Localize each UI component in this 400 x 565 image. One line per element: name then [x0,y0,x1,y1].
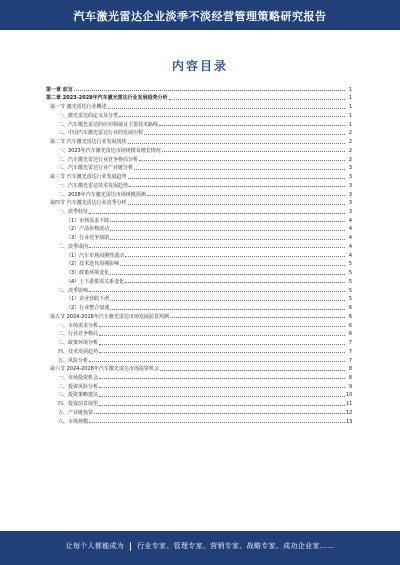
toc-leader-dots [160,370,345,371]
toc-section-row[interactable] [46,171,352,180]
toc-page-number: 2 [348,139,352,146]
footer-role: 行业专家 [137,542,167,550]
toc-page-number: 4 [348,217,352,224]
toc-item-row[interactable] [46,128,352,137]
toc-leader-dots [129,186,345,187]
toc-item-row[interactable] [46,163,352,172]
toc-leader-dots [110,309,345,310]
toc-entry-label: 一、汽车激光雷达技术发展趋势 [58,182,129,189]
toc-item-row[interactable] [46,119,352,128]
toc-page-number: 8 [348,374,352,381]
toc-page-number: 3 [348,182,352,189]
toc-section-row[interactable] [46,311,352,320]
toc-page-number: 3 [348,191,352,198]
toc-entry-label: （3）政策环境变化 [66,270,110,277]
toc-page-number: 6 [348,305,352,312]
toc-page-number: 3 [348,174,352,181]
toc-leader-dots [74,90,345,91]
report-title: 汽车激光雷达企业淡季不淡经营管理策略研究报告 [73,10,327,23]
toc-entry-label: （1）汽车市场周期性波动 [66,252,125,259]
toc-page-number: 5 [348,270,352,277]
toc-section-row[interactable] [46,136,352,145]
toc-entry-label: 第六节 2024-2028年汽车激光雷达市场投资机会 [50,366,159,373]
toc-leader-dots [110,300,345,301]
page-header [0,0,400,30]
toc-page-number: 7 [348,348,352,355]
toc-page-number: 2 [348,147,352,154]
toc-page-number: 1 [348,112,352,119]
toc-entry-label: 一、市场投资机会 [58,374,99,381]
toc-leader-dots [108,108,345,109]
toc-item-row[interactable] [46,250,352,259]
toc-page-number: 1 [348,104,352,111]
toc-entry-label: 四、投资前景展望 [58,401,99,408]
toc-item-row[interactable] [46,390,352,399]
toc-chapter-row[interactable] [46,93,352,102]
toc-leader-dots [99,335,345,336]
toc-page-number: 5 [348,287,352,294]
toc-heading: 内容目录 [171,59,228,73]
toc-leader-dots [144,134,345,135]
toc-item-row[interactable] [46,189,352,198]
toc-item-row[interactable] [46,276,352,285]
toc-leader-dots [128,143,345,144]
toc-entry-label: 一、市场需求分析 [58,322,99,329]
toc-item-row[interactable] [46,302,352,311]
toc-leader-dots [125,256,345,257]
toc-section-row[interactable] [46,364,352,373]
toc-entry-label: 三、汽车激光雷达行业产业链分析 [58,165,134,172]
toc-entry-label: 二、投资风险分析 [58,383,99,390]
toc-page-number: 5 [348,278,352,285]
toc-item-row[interactable] [46,154,352,163]
toc-item-row[interactable] [46,285,352,294]
table-of-contents [46,84,352,425]
toc-entry-label: 二、淡季成因 [58,243,89,250]
footer-role: 战略专家 [246,542,276,550]
toc-leader-dots [99,405,345,406]
toc-item-row[interactable] [46,346,352,355]
footer-roles: 行业专家、管理专家、营销专家、战略专家、成功企业家…… [137,542,335,550]
toc-leader-dots [99,378,345,379]
toc-leader-dots [170,317,345,318]
toc-page-number: 9 [348,383,352,390]
toc-page-number: 6 [348,331,352,338]
toc-leader-dots [89,361,345,362]
toc-leader-dots [110,230,345,231]
toc-page-number: 4 [348,252,352,259]
toc-entry-label: 第五节 2024-2028年汽车激光雷达市场发展前景预测 [50,313,169,320]
toc-entry-label: （4）上下游供需关系变化 [66,278,125,285]
toc-entry-label: （2）技术迭代周期影响 [66,261,120,268]
toc-leader-dots [110,239,345,240]
page-footer [0,531,400,565]
toc-page-number: 4 [348,235,352,242]
toc-entry-label: 六、市场规模 [58,418,89,425]
toc-item-row[interactable] [46,241,352,250]
toc-section-row[interactable] [46,198,352,207]
toc-entry-label: （2）行业整合加速 [66,305,110,312]
toc-leader-dots [99,326,345,327]
toc-leader-dots [89,213,345,214]
toc-item-row[interactable] [46,337,352,346]
toc-page-number: 10 [346,392,353,399]
footer-role: 成功企业家…… [283,542,335,550]
toc-entry-label: 三、政策环境分析 [58,340,99,347]
toc-entry-label: （1）企业营收下滑 [66,296,110,303]
toc-item-row[interactable] [46,320,352,329]
toc-page-number: 4 [348,243,352,250]
toc-leader-dots [119,116,345,117]
toc-item-row[interactable] [46,398,352,407]
toc-entry-label: 二、汽车激光雷达行业竞争格局分析 [58,156,139,163]
toc-entry-label: 二、2028年汽车激光雷达市场规模预测 [58,191,146,198]
toc-leader-dots [110,274,345,275]
toc-page-number: 3 [348,165,352,172]
toc-leader-dots [89,422,345,423]
toc-page-number: 12 [346,409,353,416]
toc-item-row[interactable] [46,145,352,154]
toc-leader-dots [147,195,345,196]
toc-entry-label: （1）市场需求下降 [66,217,110,224]
toc-item-row[interactable] [46,329,352,338]
toc-page-number: 3 [348,200,352,207]
toc-entry-label: 第三节 汽车激光雷达行业发展趋势 [50,174,127,181]
toc-item-row[interactable] [46,355,352,364]
toc-leader-dots [94,413,345,414]
toc-entry-label: 三、淡季影响 [58,287,89,294]
toc-leader-dots [125,282,345,283]
toc-page-number: 6 [348,313,352,320]
toc-leader-dots [162,151,345,152]
toc-leader-dots [99,396,345,397]
toc-item-row[interactable] [46,381,352,390]
toc-entry-label: 二、行业竞争格局 [58,331,99,338]
footer-divider [130,542,131,551]
toc-leader-dots [134,169,345,170]
toc-entry-label: 三、投资策略建议 [58,392,99,399]
toc-page-number: 4 [348,226,352,233]
toc-item-row[interactable] [46,110,352,119]
toc-page-number: 1 [348,121,352,128]
toc-page-number: 7 [348,340,352,347]
toc-page-number: 1 [348,95,352,102]
footer-slogan [0,541,400,551]
toc-page-number: 11 [346,401,353,408]
footer-role: 管理专家 [173,542,203,550]
toc-item-row[interactable] [46,416,352,425]
toc-entry-label: 第一章 前言 [46,86,73,93]
toc-entry-label: 第二章 2023-2028年汽车激光雷达行业发展趋势分析 [46,95,168,102]
toc-entry-label: 一、淡季特征 [58,209,89,216]
toc-entry-label: 四、技术发展趋势 [58,348,99,355]
toc-item-row[interactable] [46,372,352,381]
footer-lead: 让每个人都能成为 [65,542,125,550]
toc-item-row[interactable] [46,232,352,241]
toc-leader-dots [99,387,345,388]
toc-item-row[interactable] [46,294,352,303]
toc-entry-label: 第四节 汽车激光雷达行业淡季分析 [50,200,127,207]
toc-item-row[interactable] [46,215,352,224]
toc-leader-dots [120,265,345,266]
toc-page-number: 5 [348,261,352,268]
toc-entry-label: 五、产业链投资 [58,409,94,416]
footer-role: 营销专家 [210,542,240,550]
toc-section-row[interactable] [46,101,352,110]
toc-leader-dots [159,125,345,126]
toc-entry-label: （3）行业竞争加剧 [66,235,110,242]
toc-entry-label: 一、2023年汽车激光雷达市场规模及增长情况 [58,147,161,154]
toc-page-number: 7 [348,357,352,364]
toc-entry-label: 二、汽车激光雷达的应用领域及主要技术路线 [58,121,159,128]
toc-entry-label: 三、中国汽车激光雷达行业的发展历程 [58,130,144,137]
toc-leader-dots [139,160,345,161]
toc-leader-dots [89,247,345,248]
toc-item-row[interactable] [46,259,352,268]
toc-item-row[interactable] [46,206,352,215]
toc-chapter-row[interactable] [46,84,352,93]
toc-page-number: 2 [348,156,352,163]
toc-leader-dots [169,99,345,100]
toc-item-row[interactable] [46,267,352,276]
toc-page-number: 13 [346,418,353,425]
toc-item-row[interactable] [46,224,352,233]
toc-leader-dots [99,352,345,353]
toc-entry-label: 第二节 汽车激光雷达行业发展现状 [50,139,127,146]
toc-item-row[interactable] [46,180,352,189]
toc-entry-label: 五、风险分析 [58,357,89,364]
toc-page-number: 2 [348,130,352,137]
toc-page-number: 6 [348,322,352,329]
toc-entry-label: 第一节 激光雷达行业概述 [50,104,107,111]
toc-entry-label: （2）产品价格波动 [66,226,110,233]
toc-leader-dots [99,344,345,345]
toc-item-row[interactable] [46,407,352,416]
toc-page-number: 3 [348,209,352,216]
toc-page-number: 1 [348,86,352,93]
toc-leader-dots [128,204,345,205]
toc-leader-dots [128,178,345,179]
toc-leader-dots [89,291,345,292]
toc-page-number: 5 [348,296,352,303]
toc-page-number: 8 [348,366,352,373]
toc-entry-label: 一、激光雷达的定义及分类 [58,112,119,119]
toc-leader-dots [110,221,345,222]
